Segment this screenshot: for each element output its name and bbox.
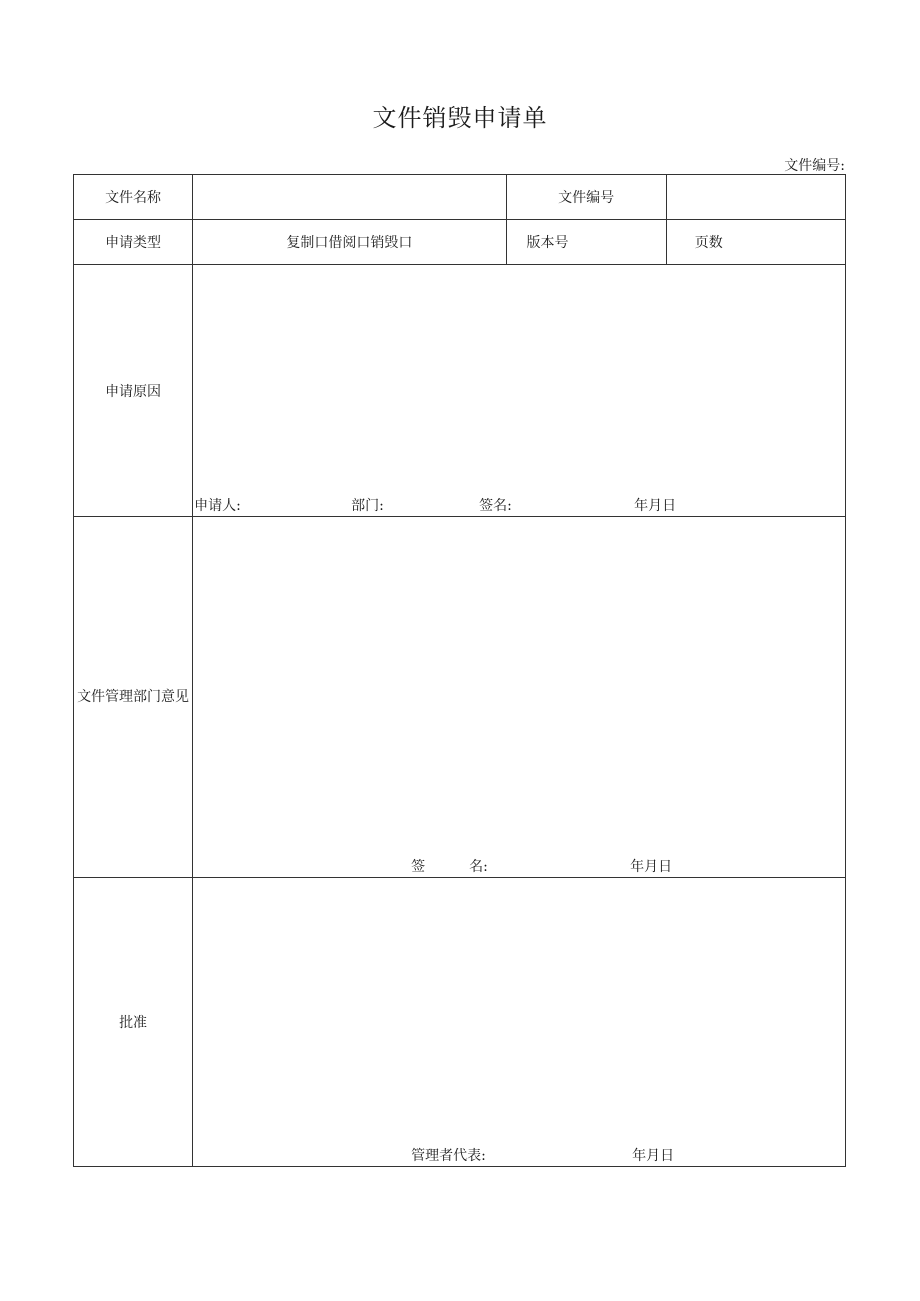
apply-type-label: 申请类型: [74, 220, 193, 265]
approval-field[interactable]: [193, 878, 846, 1167]
dept-sign-label-2: 名:: [469, 859, 488, 875]
reason-row: [74, 265, 846, 517]
dept-signature-line: [193, 856, 845, 876]
apply-type-options[interactable]: 复制口借阅口销毁口: [193, 220, 506, 265]
dept-opinion-field[interactable]: [193, 517, 846, 878]
file-name-field[interactable]: [193, 175, 506, 220]
approval-signature-line: [193, 1145, 845, 1165]
approval-row: [74, 878, 846, 1167]
approval-label: 批准: [74, 878, 193, 1167]
file-number-label: 文件编号: [506, 175, 666, 220]
destroy-request-table: [73, 174, 846, 1167]
pages-label[interactable]: 页数: [666, 220, 845, 265]
reason-label: 申请原因: [74, 265, 193, 517]
reason-field[interactable]: [193, 265, 846, 517]
file-name-label: 文件名称: [74, 175, 193, 220]
applicant-label: 申请人:: [194, 498, 241, 514]
dept-date-label: 年月日: [630, 859, 673, 875]
form-title: 文件销毁申请单: [372, 104, 548, 132]
reason-signature-line: [193, 495, 845, 515]
dept-opinion-label: 文件管理部门意见: [74, 517, 193, 878]
apply-type-row: [74, 220, 846, 265]
version-label[interactable]: 版本号: [506, 220, 666, 265]
approval-date-label: 年月日: [632, 1148, 675, 1164]
dept-opinion-row: [74, 517, 846, 878]
doc-number-label: 文件编号:: [784, 158, 845, 174]
reason-dept-label: 部门:: [351, 498, 384, 514]
reason-date-label: 年月日: [634, 498, 677, 514]
dept-sign-label-1: 签: [411, 859, 426, 875]
reason-sign-label: 签名:: [479, 498, 512, 514]
file-number-field[interactable]: [666, 175, 845, 220]
management-rep-label: 管理者代表:: [411, 1148, 486, 1164]
file-name-row: [74, 175, 846, 220]
